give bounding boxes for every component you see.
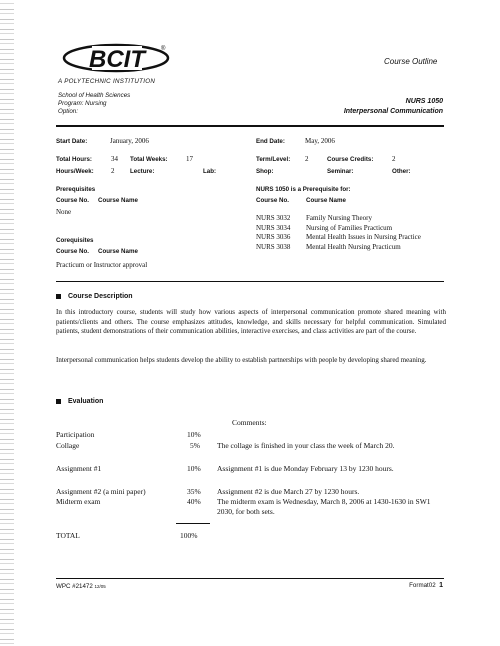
list-item: NURS 3036 Mental Health Issues in Nursing Practice [256,233,421,241]
course-name: Interpersonal Communication [343,108,443,115]
scan-edge-artifact [0,0,14,646]
coreq-value: Practicum or Instructor approval [56,261,148,269]
polytechnic-tagline: A POLYTECHNIC INSTITUTION [58,78,156,85]
total-hours-label: Total Hours: [56,156,92,163]
comments-label: Comments: [232,418,267,427]
footer-rule [56,578,444,579]
total-hours-value: 34 [111,155,118,163]
prereq-for-col-name: Course Name [306,197,346,204]
lab-label: Lab: [203,168,217,175]
eval-item: Collage [56,441,80,450]
prerequisites-heading: Prerequisites [56,186,96,193]
start-date-label: Start Date: [56,138,88,145]
hours-week-value: 2 [111,167,115,175]
school-name: School of Health Sciences [58,92,131,99]
coreq-col-name: Course Name [98,248,138,255]
lecture-label: Lecture: [130,168,155,175]
course-description-heading: Course Description [56,293,133,300]
credits-label: Course Credits: [327,156,374,163]
footer-right: Format02 1 [409,582,443,589]
eval-pct: 35% [187,487,201,496]
credits-value: 2 [392,155,396,163]
bcit-logo [60,38,178,78]
section-rule [56,281,444,282]
total-label: TOTAL [56,531,80,540]
eval-item: Assignment #1 [56,464,102,473]
eval-pct: 5% [190,441,200,450]
coreq-col-no: Course No. [56,248,90,255]
seminar-label: Seminar: [327,168,354,175]
list-item: NURS 3038 Mental Health Nursing Practicum [256,242,401,251]
end-date-value: May, 2006 [305,137,335,145]
prereq-col-no: Course No. [56,197,90,204]
svg-text:®: ® [161,46,166,52]
eval-item: Participation [56,430,95,439]
header-rule [56,125,444,127]
bullet-square-icon [56,399,61,404]
logo-text: BCIT [89,46,145,73]
shop-label: Shop: [256,168,274,175]
term-level-label: Term/Level: [256,156,291,163]
eval-pct: 10% [187,464,201,473]
list-item: NURS 3034 Nursing of Families Practicum [256,223,393,232]
corequisites-heading: Corequisites [56,237,94,244]
eval-item: Assignment #2 (a mini paper) [56,487,146,496]
prereq-for-col-no: Course No. [256,197,290,204]
hours-week-label: Hours/Week: [56,168,94,175]
total-rule [176,523,210,524]
eval-item: Midterm exam [56,497,101,506]
option-label: Option: [58,108,78,115]
description-paragraph-2: Interpersonal communication helps students develop the ability to establish partnerships with people by developing shared meaning. [56,356,427,364]
page-number: 1 [439,582,443,589]
bullet-square-icon [56,294,61,299]
eval-comment: The midterm exam is Wednesday, March 8, 2006 at 1430-1630 in SW1 2030, for both sets. [217,497,431,516]
prereq-for-list [256,207,446,251]
prereq-col-name: Course Name [98,197,138,204]
prereq-value: None [56,208,72,216]
eval-comment: The collage is finished in your class the week of March 20. [217,441,395,450]
end-date-label: End Date: [256,138,285,145]
prereq-for-heading: NURS 1050 is a Prerequisite for: [256,186,351,193]
program-name: Program: Nursing [58,100,107,107]
description-paragraph-1: In this introductory course, students will study how various aspects of interpersonal communication promote shared meaning with patients/clients and others. The course emphasizes attitudes, knowledge, and skills necessary for helpful communication. Simulated patients, student demonstrations of their communication abilities, interactive exercises, and class activities are part of the course. [56,308,446,335]
eval-comment: Assignment #2 is due March 27 by 1230 hours. [217,487,360,496]
eval-pct: 10% [187,430,201,439]
doc-title: Course Outline [384,57,438,66]
total-weeks-value: 17 [186,155,193,163]
total-weeks-label: Total Weeks: [130,156,168,163]
evaluation-heading: Evaluation [56,398,103,405]
other-label: Other: [392,168,411,175]
footer-left: WPC #21472 12/05 [56,583,106,590]
term-level-value: 2 [305,155,309,163]
eval-comment: Assignment #1 is due Monday February 13 by 1230 hours. [217,464,394,473]
total-value: 100% [180,531,198,540]
course-code: NURS 1050 [405,98,443,105]
eval-pct: 40% [187,497,201,506]
list-item: NURS 3032 Family Nursing Theory [256,214,372,222]
start-date-value: January, 2006 [110,137,149,145]
